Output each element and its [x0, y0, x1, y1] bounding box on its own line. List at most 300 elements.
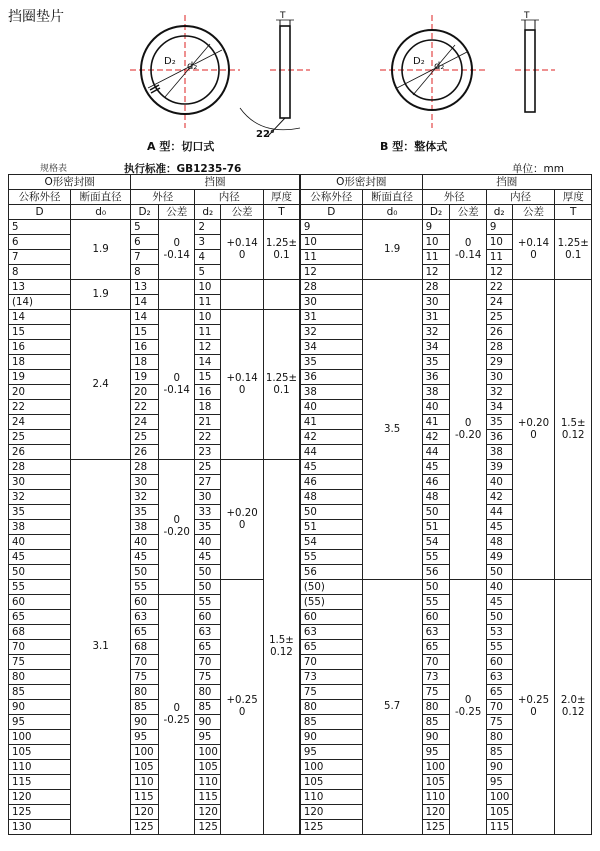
nominal-od-cell: 31	[300, 310, 362, 325]
nominal-od-cell: 68	[9, 625, 71, 640]
outer-diameter-cell: 85	[131, 700, 159, 715]
nominal-od-cell: 42	[300, 430, 362, 445]
header-T: T	[555, 205, 592, 220]
inner-diameter-cell: 39	[486, 460, 512, 475]
inner-tolerance-cell: +0.25 0	[512, 580, 555, 835]
nominal-od-cell: 120	[9, 790, 71, 805]
inner-diameter-cell: 70	[486, 700, 512, 715]
header-thickness: 厚度	[555, 190, 592, 205]
nominal-od-cell: 36	[300, 370, 362, 385]
inner-diameter-cell: 70	[195, 655, 221, 670]
outer-diameter-cell: 50	[422, 580, 450, 595]
inner-diameter-cell: 60	[195, 610, 221, 625]
header-D: D	[9, 205, 71, 220]
outer-diameter-cell: 105	[131, 760, 159, 775]
inner-tolerance-cell: +0.20 0	[512, 280, 555, 580]
outer-diameter-cell: 75	[422, 685, 450, 700]
inner-diameter-cell: 50	[486, 610, 512, 625]
header-d2: d₂	[486, 205, 512, 220]
header-thickness: 厚度	[264, 190, 300, 205]
outer-diameter-cell: 40	[131, 535, 159, 550]
inner-diameter-cell: 36	[486, 430, 512, 445]
nominal-od-cell: 100	[300, 760, 362, 775]
header-row	[9, 205, 592, 220]
outer-diameter-cell: 63	[131, 610, 159, 625]
section-diameter-cell: 1.9	[362, 220, 422, 280]
outer-diameter-cell: 14	[131, 295, 159, 310]
outer-tolerance-cell: 0 -0.14	[450, 220, 486, 280]
nominal-od-cell: 25	[9, 430, 71, 445]
nominal-od-cell: 95	[9, 715, 71, 730]
nominal-od-cell: 35	[300, 355, 362, 370]
inner-diameter-cell: 32	[486, 385, 512, 400]
inner-diameter-cell: 34	[486, 400, 512, 415]
nominal-od-cell: 45	[9, 550, 71, 565]
inner-diameter-cell: 65	[195, 640, 221, 655]
outer-diameter-cell: 8	[131, 265, 159, 280]
header-D2: D₂	[131, 205, 159, 220]
inner-diameter-cell: 55	[195, 595, 221, 610]
nominal-od-cell: 60	[300, 610, 362, 625]
outer-diameter-cell: 50	[422, 505, 450, 520]
outer-diameter-cell: 42	[422, 430, 450, 445]
outer-diameter-cell: 70	[422, 655, 450, 670]
thickness-cell: 1.25± 0.1	[555, 220, 592, 280]
header-o-ring: O形密封圈	[9, 175, 131, 190]
outer-diameter-cell: 120	[422, 805, 450, 820]
outer-diameter-cell: 19	[131, 370, 159, 385]
nominal-od-cell: 11	[300, 250, 362, 265]
outer-tolerance-cell: 0 -0.20	[450, 280, 486, 580]
outer-diameter-cell: 38	[422, 385, 450, 400]
inner-diameter-cell: 29	[486, 355, 512, 370]
outer-tolerance-cell: 0 -0.20	[159, 460, 195, 595]
nominal-od-cell: 100	[9, 730, 71, 745]
inner-diameter-cell: 45	[486, 595, 512, 610]
inner-diameter-cell: 75	[195, 670, 221, 685]
header-section-diameter: 断面直径	[362, 190, 422, 205]
nominal-od-cell: 30	[300, 295, 362, 310]
outer-diameter-cell: 55	[422, 550, 450, 565]
header-nominal-od: 公称外径	[300, 190, 362, 205]
nominal-od-cell: 14	[9, 310, 71, 325]
inner-diameter-cell: 95	[195, 730, 221, 745]
nominal-od-cell: 85	[9, 685, 71, 700]
outer-diameter-cell: 100	[422, 760, 450, 775]
outer-diameter-cell: 51	[422, 520, 450, 535]
nominal-od-cell: 115	[9, 775, 71, 790]
outer-diameter-cell: 45	[422, 460, 450, 475]
section-diameter-cell: 3.1	[71, 460, 131, 835]
outer-diameter-cell: 100	[131, 745, 159, 760]
outer-diameter-cell: 20	[131, 385, 159, 400]
outer-diameter-cell: 95	[422, 745, 450, 760]
inner-diameter-cell: 63	[486, 670, 512, 685]
outer-diameter-cell: 125	[422, 820, 450, 835]
nominal-od-cell: 28	[9, 460, 71, 475]
nominal-od-cell: 120	[300, 805, 362, 820]
nominal-od-cell: 32	[9, 490, 71, 505]
header-tolerance: 公差	[450, 205, 486, 220]
outer-diameter-cell: 38	[131, 520, 159, 535]
outer-diameter-cell: 45	[131, 550, 159, 565]
nominal-od-cell: 28	[300, 280, 362, 295]
nominal-od-cell: (55)	[300, 595, 362, 610]
nominal-od-cell: 65	[300, 640, 362, 655]
nominal-od-cell: 55	[300, 550, 362, 565]
table-row	[9, 220, 592, 235]
inner-diameter-cell: 22	[195, 430, 221, 445]
outer-tolerance-cell: 0 -0.25	[450, 580, 486, 835]
inner-diameter-cell: 24	[486, 295, 512, 310]
outer-diameter-cell: 13	[131, 280, 159, 295]
thickness-cell: 1.5± 0.12	[264, 460, 300, 835]
inner-diameter-cell: 28	[486, 340, 512, 355]
nominal-od-cell: 95	[300, 745, 362, 760]
nominal-od-cell: 70	[300, 655, 362, 670]
outer-diameter-cell: 70	[131, 655, 159, 670]
header-D: D	[300, 205, 362, 220]
spec-table	[8, 174, 592, 835]
inner-diameter-cell: 26	[486, 325, 512, 340]
header-retainer: 挡圈	[131, 175, 300, 190]
outer-diameter-cell: 105	[422, 775, 450, 790]
thickness-cell	[264, 280, 300, 310]
nominal-od-cell: 9	[300, 220, 362, 235]
nominal-od-cell: 70	[9, 640, 71, 655]
outer-diameter-cell: 68	[131, 640, 159, 655]
inner-diameter-cell: 10	[195, 310, 221, 325]
nominal-od-cell: 51	[300, 520, 362, 535]
outer-diameter-cell: 25	[131, 430, 159, 445]
inner-diameter-cell: 4	[195, 250, 221, 265]
inner-diameter-cell: 10	[486, 235, 512, 250]
outer-diameter-cell: 15	[131, 325, 159, 340]
header-tolerance: 公差	[159, 205, 195, 220]
outer-diameter-cell: 34	[422, 340, 450, 355]
header-inner: 内径	[195, 190, 264, 205]
label-angle: 22°	[256, 129, 275, 140]
outer-diameter-cell: 55	[422, 595, 450, 610]
inner-diameter-cell: 100	[486, 790, 512, 805]
inner-diameter-cell: 40	[486, 475, 512, 490]
outer-diameter-cell: 22	[131, 400, 159, 415]
inner-diameter-cell: 45	[195, 550, 221, 565]
label-t-b: T	[524, 11, 530, 21]
outer-diameter-cell: 9	[422, 220, 450, 235]
nominal-od-cell: 130	[9, 820, 71, 835]
nominal-od-cell: 85	[300, 715, 362, 730]
nominal-od-cell: 46	[300, 475, 362, 490]
outer-diameter-cell: 36	[422, 370, 450, 385]
nominal-od-cell: 30	[9, 475, 71, 490]
label-inner-b: d₂	[434, 61, 445, 72]
inner-diameter-cell: 15	[195, 370, 221, 385]
inner-diameter-cell: 60	[486, 655, 512, 670]
outer-diameter-cell: 41	[422, 415, 450, 430]
outer-diameter-cell: 65	[422, 640, 450, 655]
label-t-a: T	[280, 11, 286, 21]
nominal-od-cell: 50	[9, 565, 71, 580]
inner-diameter-cell: 85	[195, 700, 221, 715]
nominal-od-cell: (50)	[300, 580, 362, 595]
inner-diameter-cell: 27	[195, 475, 221, 490]
nominal-od-cell: 55	[9, 580, 71, 595]
inner-diameter-cell: 25	[486, 310, 512, 325]
inner-tolerance-cell: +0.14 0	[221, 310, 264, 460]
inner-diameter-cell: 22	[486, 280, 512, 295]
outer-diameter-cell: 120	[131, 805, 159, 820]
nominal-od-cell: 75	[9, 655, 71, 670]
inner-diameter-cell: 105	[195, 760, 221, 775]
inner-diameter-cell: 65	[486, 685, 512, 700]
nominal-od-cell: 125	[300, 820, 362, 835]
header-o-ring: O形密封圈	[300, 175, 422, 190]
header-D2: D₂	[422, 205, 450, 220]
nominal-od-cell: 18	[9, 355, 71, 370]
header-d2: d₂	[195, 205, 221, 220]
nominal-od-cell: 56	[300, 565, 362, 580]
outer-diameter-cell: 90	[422, 730, 450, 745]
nominal-od-cell: 12	[300, 265, 362, 280]
nominal-od-cell: 8	[9, 265, 71, 280]
inner-diameter-cell: 105	[486, 805, 512, 820]
section-diameter-cell: 1.9	[71, 280, 131, 310]
nominal-od-cell: 105	[300, 775, 362, 790]
outer-diameter-cell: 44	[422, 445, 450, 460]
outer-diameter-cell: 80	[422, 700, 450, 715]
outer-diameter-cell: 55	[131, 580, 159, 595]
outer-diameter-cell: 115	[131, 790, 159, 805]
nominal-od-cell: 110	[9, 760, 71, 775]
inner-diameter-cell: 18	[195, 400, 221, 415]
outer-diameter-cell: 80	[131, 685, 159, 700]
outer-diameter-cell: 14	[131, 310, 159, 325]
nominal-od-cell: 24	[9, 415, 71, 430]
nominal-od-cell: 105	[9, 745, 71, 760]
outer-tolerance-cell: 0 -0.25	[159, 595, 195, 835]
inner-diameter-cell: 90	[195, 715, 221, 730]
outer-diameter-cell: 30	[131, 475, 159, 490]
nominal-od-cell: 90	[9, 700, 71, 715]
nominal-od-cell: 10	[300, 235, 362, 250]
nominal-od-cell: 35	[9, 505, 71, 520]
type-a-caption: A 型：切口式	[147, 140, 215, 153]
outer-tolerance-cell: 0 -0.14	[159, 220, 195, 280]
outer-diameter-cell: 32	[422, 325, 450, 340]
inner-tolerance-cell: +0.20 0	[221, 460, 264, 580]
nominal-od-cell: 41	[300, 415, 362, 430]
inner-diameter-cell: 95	[486, 775, 512, 790]
inner-diameter-cell: 80	[486, 730, 512, 745]
inner-diameter-cell: 23	[195, 445, 221, 460]
inner-diameter-cell: 48	[486, 535, 512, 550]
nominal-od-cell: 50	[300, 505, 362, 520]
inner-diameter-cell: 33	[195, 505, 221, 520]
inner-diameter-cell: 3	[195, 235, 221, 250]
inner-diameter-cell: 75	[486, 715, 512, 730]
outer-tolerance-cell: 0 -0.14	[159, 310, 195, 460]
header-outer: 外径	[422, 190, 486, 205]
outer-diameter-cell: 24	[131, 415, 159, 430]
outer-diameter-cell: 12	[422, 265, 450, 280]
header-T: T	[264, 205, 300, 220]
outer-diameter-cell: 6	[131, 235, 159, 250]
outer-diameter-cell: 16	[131, 340, 159, 355]
type-a-drawing	[120, 10, 330, 140]
header-tolerance: 公差	[512, 205, 555, 220]
outer-diameter-cell: 26	[131, 445, 159, 460]
inner-diameter-cell: 125	[195, 820, 221, 835]
inner-tolerance-cell	[221, 280, 264, 310]
outer-diameter-cell: 63	[422, 625, 450, 640]
inner-diameter-cell: 42	[486, 490, 512, 505]
nominal-od-cell: 5	[9, 220, 71, 235]
type-b-drawing	[375, 10, 565, 140]
inner-diameter-cell: 14	[195, 355, 221, 370]
inner-diameter-cell: 21	[195, 415, 221, 430]
nominal-od-cell: 6	[9, 235, 71, 250]
thickness-cell: 2.0± 0.12	[555, 580, 592, 835]
nominal-od-cell: 16	[9, 340, 71, 355]
outer-diameter-cell: 28	[422, 280, 450, 295]
inner-diameter-cell: 49	[486, 550, 512, 565]
outer-diameter-cell: 60	[131, 595, 159, 610]
header-inner: 内径	[486, 190, 555, 205]
outer-diameter-cell: 95	[131, 730, 159, 745]
outer-tolerance-cell	[159, 280, 195, 310]
inner-diameter-cell: 50	[195, 565, 221, 580]
nominal-od-cell: 65	[9, 610, 71, 625]
label-d2-a: D₂	[164, 56, 176, 67]
nominal-od-cell: 110	[300, 790, 362, 805]
nominal-od-cell: 32	[300, 325, 362, 340]
inner-diameter-cell: 115	[195, 790, 221, 805]
outer-diameter-cell: 46	[422, 475, 450, 490]
spec-table-label: 规格表	[40, 164, 68, 174]
outer-diameter-cell: 35	[422, 355, 450, 370]
label-d2-b: D₂	[413, 56, 425, 67]
inner-diameter-cell: 44	[486, 505, 512, 520]
outer-diameter-cell: 48	[422, 490, 450, 505]
outer-diameter-cell: 110	[422, 790, 450, 805]
inner-diameter-cell: 25	[195, 460, 221, 475]
inner-diameter-cell: 80	[195, 685, 221, 700]
outer-diameter-cell: 11	[422, 250, 450, 265]
nominal-od-cell: 38	[300, 385, 362, 400]
outer-diameter-cell: 40	[422, 400, 450, 415]
outer-diameter-cell: 75	[131, 670, 159, 685]
outer-diameter-cell: 7	[131, 250, 159, 265]
header-retainer: 挡圈	[422, 175, 591, 190]
inner-diameter-cell: 50	[195, 580, 221, 595]
header-d0: d₀	[362, 205, 422, 220]
inner-tolerance-cell: +0.14 0	[221, 220, 264, 280]
inner-diameter-cell: 35	[486, 415, 512, 430]
nominal-od-cell: 80	[300, 700, 362, 715]
header-nominal-od: 公称外径	[9, 190, 71, 205]
header-outer: 外径	[131, 190, 195, 205]
inner-diameter-cell: 110	[195, 775, 221, 790]
nominal-od-cell: 48	[300, 490, 362, 505]
outer-diameter-cell: 35	[131, 505, 159, 520]
thickness-cell: 1.25± 0.1	[264, 220, 300, 280]
inner-diameter-cell: 10	[195, 280, 221, 295]
inner-diameter-cell: 35	[195, 520, 221, 535]
inner-diameter-cell: 30	[195, 490, 221, 505]
outer-diameter-cell: 18	[131, 355, 159, 370]
inner-diameter-cell: 55	[486, 640, 512, 655]
table-row	[9, 280, 592, 295]
nominal-od-cell: 40	[9, 535, 71, 550]
nominal-od-cell: 44	[300, 445, 362, 460]
inner-diameter-cell: 12	[195, 340, 221, 355]
nominal-od-cell: 38	[9, 520, 71, 535]
nominal-od-cell: 34	[300, 340, 362, 355]
inner-diameter-cell: 11	[195, 325, 221, 340]
nominal-od-cell: 22	[9, 400, 71, 415]
section-diameter-cell: 1.9	[71, 220, 131, 280]
nominal-od-cell: 15	[9, 325, 71, 340]
nominal-od-cell: 90	[300, 730, 362, 745]
inner-diameter-cell: 38	[486, 445, 512, 460]
nominal-od-cell: 125	[9, 805, 71, 820]
nominal-od-cell: 40	[300, 400, 362, 415]
section-diameter-cell: 5.7	[362, 580, 422, 835]
nominal-od-cell: 26	[9, 445, 71, 460]
nominal-od-cell: 20	[9, 385, 71, 400]
unit-label: 单位：mm	[512, 163, 564, 175]
header-row	[9, 190, 592, 205]
label-inner-a: d₂	[187, 61, 198, 72]
outer-diameter-cell: 50	[131, 565, 159, 580]
nominal-od-cell: 13	[9, 280, 71, 295]
outer-diameter-cell: 73	[422, 670, 450, 685]
outer-diameter-cell: 10	[422, 235, 450, 250]
outer-diameter-cell: 125	[131, 820, 159, 835]
header-section-diameter: 断面直径	[71, 190, 131, 205]
inner-diameter-cell: 120	[195, 805, 221, 820]
nominal-od-cell: 19	[9, 370, 71, 385]
inner-diameter-cell: 5	[195, 265, 221, 280]
type-b-caption: B 型：整体式	[380, 140, 448, 153]
nominal-od-cell: 60	[9, 595, 71, 610]
outer-diameter-cell: 60	[422, 610, 450, 625]
outer-diameter-cell: 54	[422, 535, 450, 550]
inner-diameter-cell: 90	[486, 760, 512, 775]
nominal-od-cell: 63	[300, 625, 362, 640]
thickness-cell: 1.25± 0.1	[264, 310, 300, 460]
inner-tolerance-cell: +0.14 0	[512, 220, 555, 280]
inner-diameter-cell: 9	[486, 220, 512, 235]
header-row	[9, 175, 592, 190]
inner-tolerance-cell: +0.25 0	[221, 580, 264, 835]
nominal-od-cell: (14)	[9, 295, 71, 310]
nominal-od-cell: 75	[300, 685, 362, 700]
nominal-od-cell: 54	[300, 535, 362, 550]
nominal-od-cell: 73	[300, 670, 362, 685]
inner-diameter-cell: 12	[486, 265, 512, 280]
outer-diameter-cell: 5	[131, 220, 159, 235]
inner-diameter-cell: 63	[195, 625, 221, 640]
table-row	[9, 460, 592, 475]
outer-diameter-cell: 110	[131, 775, 159, 790]
outer-diameter-cell: 90	[131, 715, 159, 730]
outer-diameter-cell: 65	[131, 625, 159, 640]
outer-diameter-cell: 56	[422, 565, 450, 580]
inner-diameter-cell: 53	[486, 625, 512, 640]
inner-diameter-cell: 16	[195, 385, 221, 400]
